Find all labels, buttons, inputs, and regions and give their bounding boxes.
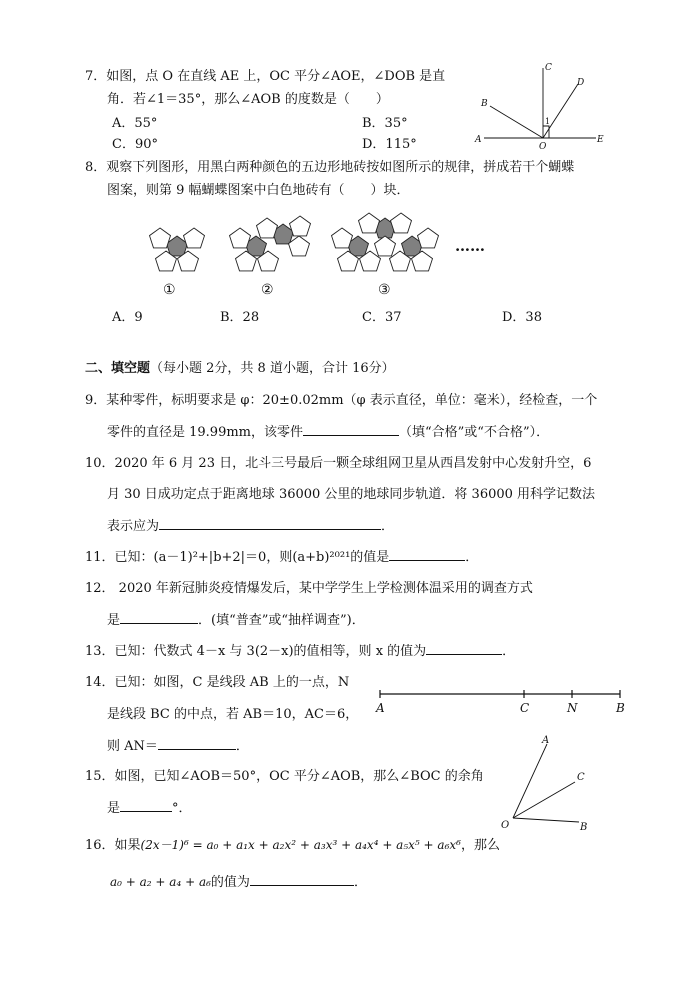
section-2-note: （每小题 2分，共 8 道小题，合计 16分）: [150, 361, 395, 376]
q15-line1: 15．如图，已知∠AOB＝50°，OC 平分∠AOB，那么∠BOC 的余角: [85, 769, 484, 784]
butterfly-1: [150, 228, 205, 271]
q8-option-b: B．28: [220, 310, 260, 325]
q10-line1: 10．2020 年 6 月 23 日，北斗三号最后一颗全球组网卫星从西昌发射中心发射升空，6: [85, 456, 592, 471]
q13-answer-blank[interactable]: [426, 642, 502, 655]
q16-answer-blank[interactable]: [250, 873, 354, 886]
q14-label-n: N: [567, 701, 578, 715]
q10-line3-tail: ．: [381, 519, 395, 534]
q15-line2: [107, 799, 192, 818]
q14-line1: 14．已知：如图，C 是线段 AB 上的一点，N: [85, 675, 350, 690]
q15-answer-blank[interactable]: [120, 799, 172, 812]
q9-line2-tail: （填“合格”或“不合格”）．: [399, 425, 550, 440]
q8-line1: 8．观察下列图形，用黑白两种颜色的五边形地砖按如图所示的规律，拼成若干个蝴蝶: [85, 160, 575, 175]
q7-line2: 角．若∠1＝35°，那么∠AOB 的度数是（ ）: [107, 92, 389, 107]
q12-line2-text: 是: [107, 613, 121, 628]
q15-label-a: A: [542, 735, 550, 746]
pattern-label-1: ①: [163, 282, 176, 298]
q16-formula: (2x－1)⁶ = a₀ + a₁x + a₂x² + a₃x³ + a₄x⁴ + a₅x⁵ + a₆x⁶: [140, 838, 461, 852]
q7-label-e: E: [597, 135, 604, 145]
q10-answer-blank[interactable]: [159, 517, 381, 530]
q7-line1: 7．如图，点 O 在直线 AE 上，OC 平分∠AOE，∠DOB 是直: [85, 69, 446, 84]
q11-text: 11．已知：(a－1)²+|b+2|＝0，则(a+b)²⁰²¹的值是: [85, 550, 390, 565]
q14-line3-text: 则 AN＝: [107, 739, 158, 754]
q14-label-c: C: [520, 701, 530, 715]
q14-segment-figure: [370, 686, 635, 718]
pattern-label-2: ②: [261, 282, 274, 298]
q7-label-1: 1: [545, 117, 551, 126]
q12-line2: [107, 611, 365, 630]
q8-option-a: A．9: [112, 310, 143, 325]
q14-line3-tail: ．: [235, 739, 249, 754]
q11-line: [85, 548, 478, 567]
q12-line2-tail: ．(填“普查”或“抽样调查”)．: [198, 613, 365, 628]
q16-line2-tail: ．: [353, 875, 367, 890]
q7-option-c: C．90°: [112, 137, 158, 152]
section-2-title: 二、填空题: [85, 361, 151, 376]
q7-option-d: D．115°: [362, 137, 417, 152]
q10-line3: [107, 517, 394, 536]
q10-line2: 月 30 日成功定点于距离地球 36000 公里的地球同步轨道．将 36000 用科学记数法: [107, 487, 596, 502]
section-2-heading: [85, 360, 395, 378]
q11-answer-blank[interactable]: [389, 548, 465, 561]
q7-option-a: A．55°: [112, 116, 158, 131]
q15-label-b: B: [580, 822, 588, 833]
q9-line2: [107, 423, 549, 442]
q12-line1: 12． 2020 年新冠肺炎疫情爆发后，某中学学生上学检测体温采用的调查方式: [85, 581, 533, 596]
q13-tail: ．: [502, 644, 516, 659]
pattern-continuation-dots: ……: [455, 237, 485, 255]
q16-line1: [85, 836, 500, 855]
q7-label-c: C: [545, 63, 552, 73]
q15-line2-tail: °．: [172, 801, 192, 816]
q8-option-d: D．38: [502, 310, 542, 325]
q15-line2-text: 是: [107, 801, 121, 816]
q11-tail: ．: [465, 550, 479, 565]
q7-label-d: D: [577, 78, 585, 88]
q7-label-b: B: [481, 99, 488, 109]
q14-label-a: A: [376, 701, 385, 715]
pattern-label-3: ③: [378, 282, 391, 298]
q15-label-o: O: [501, 820, 510, 831]
q16-line2: [110, 873, 367, 892]
q9-line1: 9．某种零件，标明要求是 φ：20±0.02mm（φ 表示直径，单位：毫米），经检查，一个: [85, 393, 598, 408]
q8-option-c: C．37: [362, 310, 402, 325]
q7-label-a: A: [475, 135, 482, 145]
q8-line2: 图案，则第 9 幅蝴蝶图案中白色地砖有（ ）块．: [107, 183, 410, 198]
q9-answer-blank[interactable]: [303, 423, 399, 436]
q13-text: 13．已知：代数式 4－x 与 3(2－x)的值相等，则 x 的值为: [85, 644, 427, 659]
butterfly-2: [230, 216, 311, 271]
q12-answer-blank[interactable]: [120, 611, 198, 624]
q14-label-b: B: [616, 701, 625, 715]
q13-line: [85, 642, 515, 661]
q10-line3-text: 表示应为: [107, 519, 160, 534]
q7-label-o: O: [539, 142, 547, 150]
q14-answer-blank[interactable]: [158, 737, 236, 750]
q15-label-c: C: [577, 772, 585, 783]
q16-text: 16．如果: [85, 838, 141, 853]
q7-option-b: B．35°: [362, 116, 408, 131]
q14-line2: 是线段 BC 的中点，若 AB＝10，AC＝6，: [107, 707, 359, 722]
q16-text-tail: ，那么: [460, 838, 500, 853]
q16-line2-text: 的值为: [210, 875, 250, 890]
q16-expression: a₀ + a₂ + a₄ + a₆: [110, 875, 211, 889]
q7-angle-figure: [470, 58, 610, 150]
q9-line2-text: 零件的直径是 19.99mm，该零件: [107, 425, 304, 440]
butterfly-pattern-figure: [140, 205, 500, 305]
butterfly-3: [332, 213, 439, 271]
q15-angle-figure: [495, 730, 605, 835]
q14-line3: [107, 737, 249, 756]
